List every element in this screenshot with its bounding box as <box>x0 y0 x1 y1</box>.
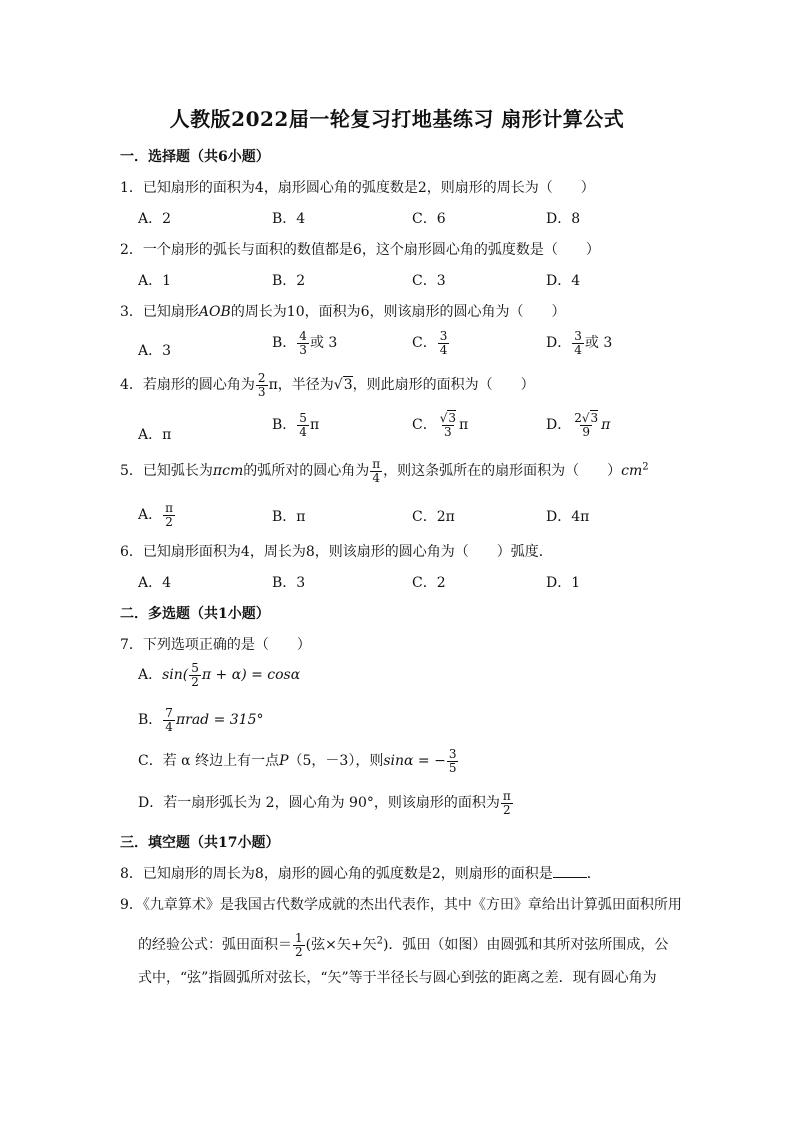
q6-option-b: B．3 <box>272 575 306 591</box>
q5-option-c: C．2π <box>412 509 455 525</box>
q4-option-c-fraction: $\frac{√3}{3}$ <box>439 411 457 439</box>
q7-option-d-fraction: $\frac{\pi}{2}$ <box>502 789 511 817</box>
question-4-stem: 4．若扇形的圆心角为 $\frac{2}{3}$ π，半径为√3，则此扇形的面积为（ ） <box>120 371 535 399</box>
question-9-line-2: 的经验公式：弧田面积＝ $\frac{1}{2}$ (弦×矢+矢$^2$)．弧田（如图）由圆弧和其所对弦所围成，公 <box>138 931 669 959</box>
q3-option-a: A．3 <box>138 343 172 359</box>
q2-option-c: C．3 <box>412 273 446 289</box>
q3-option-b-fraction: $\frac{4}{3}$ <box>299 329 307 357</box>
q7-option-b: B． $\frac{7}{4}$ πrad = 315° <box>138 706 264 734</box>
q6-option-c: C．2 <box>412 575 446 591</box>
q7-option-d: D．若一扇形弧长为 2，圆心角为 90°，则该扇形的面积为 $\frac{\pi}{2}$ <box>138 789 511 817</box>
q3-variable: AOB <box>198 304 231 320</box>
q2-option-a: A．1 <box>138 273 172 289</box>
q1-option-a: A．2 <box>138 211 172 227</box>
question-2-stem: 2．一个扇形的弧长与面积的数值都是6，这个扇形圆心角的弧度数是（ ） <box>120 242 600 258</box>
page-title: 人教版2022届一轮复习打地基练习 扇形计算公式 <box>169 107 625 131</box>
q3-option-c: C． $\frac{3}{4}$ <box>412 329 448 357</box>
q4-option-c: C． $\frac{√3}{3}$ π <box>412 411 469 439</box>
q2-option-b: B．2 <box>272 273 306 289</box>
question-3-stem: 3．已知扇形AOB的周长为10，面积为6，则该扇形的圆心角为（ ） <box>120 304 566 320</box>
q7-option-a-fraction: $\frac{5}{2}$ <box>191 661 199 689</box>
answer-blank <box>553 877 587 878</box>
q4-sqrt-symbol: √ <box>333 377 343 394</box>
q3-option-d: D． $\frac{3}{4}$ 或 3 <box>546 329 613 357</box>
q3-option-b: B． $\frac{4}{3}$ 或 3 <box>272 329 338 357</box>
section-heading-multiple-choice: 二．多选题（共1小题） <box>120 606 270 622</box>
question-9-line-1: 9．《九章算术》是我国古代数学成就的杰出代表作，其中《方田》章给出计算弧田面积所用 <box>120 897 682 913</box>
question-5-stem: 5．已知弧长为πcm的弧所对的圆心角为 $\frac{\pi}{4}$ ，则这条弧所在的扇形面积为（ ）$cm^2$ <box>120 457 649 485</box>
q4-option-a: A．π <box>138 427 172 443</box>
section-heading-fill-in: 三．填空题（共17小题） <box>120 835 280 851</box>
q5-angle-fraction: $\frac{\pi}{4}$ <box>372 457 381 485</box>
q4-option-d: D． $\frac{2√3}{9}$ π <box>546 411 611 439</box>
q5-option-d: D．4π <box>546 509 590 525</box>
q4-option-b-fraction: $\frac{5}{4}$ <box>299 411 307 439</box>
q5-option-a-fraction: $\frac{\pi}{2}$ <box>165 501 174 529</box>
q1-option-c: C．6 <box>412 211 446 227</box>
q7-option-c: C．若 α 终边上有一点P（5，－3），则sinα = − $\frac{3}{5}$ <box>138 747 457 775</box>
section-heading-choice: 一．选择题（共6小题） <box>120 149 270 165</box>
q1-option-b: B．4 <box>272 211 306 227</box>
q2-option-d: D．4 <box>546 273 581 289</box>
q4-angle-fraction: $\frac{2}{3}$ <box>257 371 266 399</box>
q6-option-a: A．4 <box>138 575 172 591</box>
q7-option-a: A．sin( $\frac{5}{2}$ π + α) = cosα <box>138 661 301 689</box>
q9-formula-fraction: $\frac{1}{2}$ <box>295 931 303 959</box>
question-9-line-3: 式中，“弦”指圆弧所对弦长，“矢”等于半径长与圆心到弦的距离之差．现有圆心角为 <box>138 970 657 986</box>
q7-option-c-fraction: $\frac{3}{5}$ <box>448 747 457 775</box>
question-1-stem: 1．已知扇形的面积为4，扇形圆心角的弧度数是2，则扇形的周长为（ ） <box>120 180 595 196</box>
question-6-stem: 6．已知扇形面积为4，周长为8，则该扇形的圆心角为（ ）弧度． <box>120 544 553 560</box>
q3-option-c-fraction: $\frac{3}{4}$ <box>439 329 448 357</box>
q4-option-b: B． $\frac{5}{4}$ π <box>272 411 320 439</box>
q6-option-d: D．1 <box>546 575 581 591</box>
q7-option-b-fraction: $\frac{7}{4}$ <box>165 706 173 734</box>
q4-option-d-fraction: $\frac{2√3}{9}$ <box>574 411 599 439</box>
q3-option-d-fraction: $\frac{3}{4}$ <box>574 329 582 357</box>
q5-option-a: A． $\frac{\pi}{2}$ <box>138 501 174 529</box>
question-8-stem: 8．已知扇形的周长为8，扇形的圆心角的弧度数是2，则扇形的面积是 ． <box>120 866 601 882</box>
q5-option-b: B．π <box>272 509 306 525</box>
q1-option-d: D．8 <box>546 211 581 227</box>
question-7-stem: 7．下列选项正确的是（ ） <box>120 637 311 653</box>
